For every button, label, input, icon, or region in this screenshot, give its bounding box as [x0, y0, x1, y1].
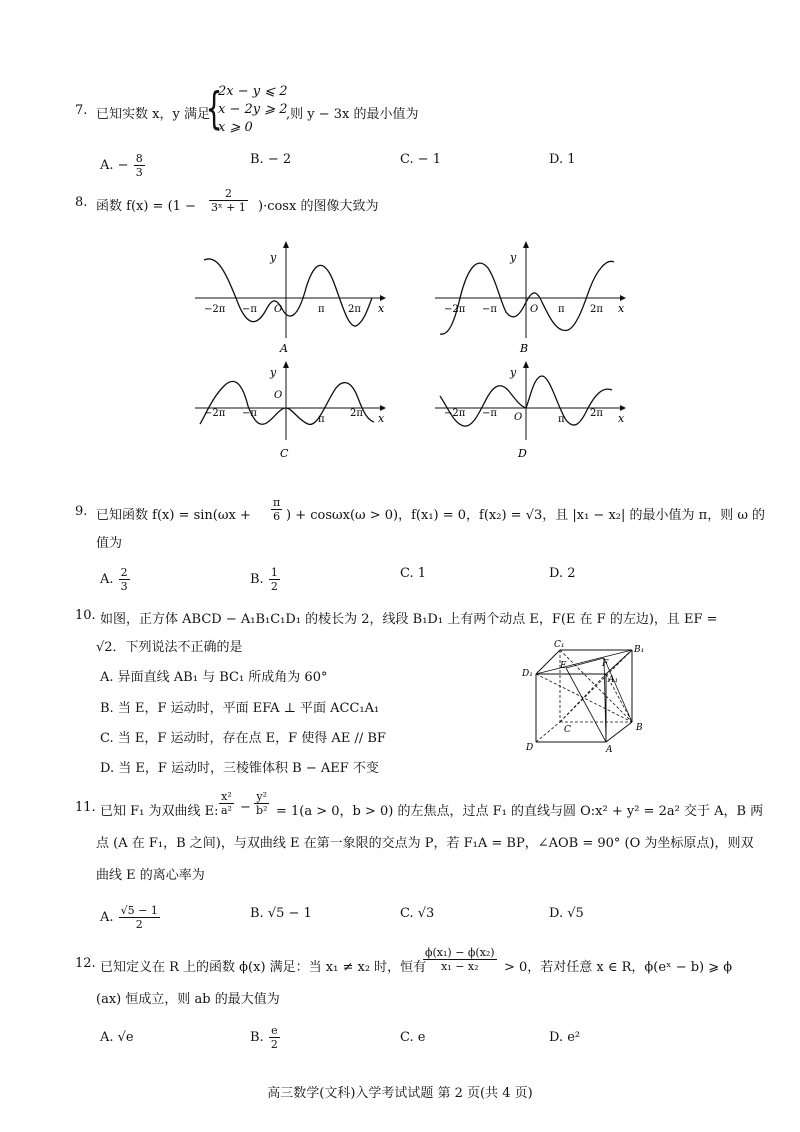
- q11-b2: b²: [256, 804, 268, 817]
- q12-option-d: D. e²: [549, 1030, 581, 1045]
- q11-option-a-num: √5 − 1: [120, 904, 158, 917]
- q9-option-d: D. 2: [549, 566, 576, 581]
- q10-option-b: B. 当 E，F 运动时，平面 EFA ⊥ 平面 ACC₁A₁: [100, 701, 380, 716]
- q9-stem-a: 已知函数 f(x) = sin(ωx +: [96, 508, 251, 523]
- q9-option-b-den: 2: [270, 580, 278, 593]
- q8-fraction-den: 3ˣ + 1: [211, 201, 246, 214]
- q11-option-a-fraction: [119, 904, 160, 931]
- q8-graph-a-curve: [204, 259, 372, 326]
- q11-option-a-label: A.: [100, 910, 114, 925]
- q7-brace: {: [205, 83, 223, 134]
- q11-y2: y²: [254, 790, 269, 804]
- q9-pi: π: [273, 496, 281, 509]
- q9-option-a-num: 2: [120, 566, 128, 579]
- q11-x2: x²: [219, 790, 234, 804]
- q7-constraint-system: [205, 83, 288, 138]
- q7-option-a-num: 8: [135, 152, 143, 165]
- q10-label-a1: A₁: [608, 675, 619, 685]
- q11-minus: −: [240, 800, 251, 815]
- q9-option-b: [250, 566, 281, 593]
- q11-frac-y2-b2: [254, 790, 269, 817]
- q7-constraint-3: x ⩾ 0: [218, 120, 253, 135]
- q7-option-d: D. 1: [549, 152, 576, 167]
- q10-option-d: D. 当 E，F 运动时，三棱锥体积 B − AEF 不变: [100, 761, 379, 776]
- q8-graph-b-tick-negpi: −π: [482, 304, 497, 315]
- q8-graph-a-tick-neg2pi: −2π: [204, 304, 226, 315]
- q9-option-a-label: A.: [100, 572, 114, 587]
- q10-label-d: D: [526, 743, 534, 753]
- q8-graph-c-tick-origin: O: [274, 390, 283, 401]
- q10-segment-ea: [566, 668, 606, 742]
- q9-option-a: [100, 566, 131, 593]
- q10-label-d1: D₁: [522, 669, 533, 679]
- q10-label-c1: C₁: [554, 640, 565, 650]
- q8-graph-a-y-label: y: [270, 251, 277, 264]
- q8-graph-a-tick-origin: O: [274, 304, 283, 315]
- q12-option-a: A. √e: [100, 1030, 134, 1045]
- q8-graph-c-label: C: [280, 447, 289, 460]
- q9-stem-b: ) + cosωx(ω > 0)，f(x₁) = 0，f(x₂) = √3，且 |x₁ − x₂| 的最小值为 π，则 ω 的: [286, 508, 766, 523]
- q9-pi-over-6: [271, 496, 282, 523]
- q10-edge-d1c1: [536, 650, 560, 674]
- q12-fraction-den: x₁ − x₂: [441, 960, 479, 973]
- q10-option-c: C. 当 E，F 运动时，存在点 E，F 使得 AE // BF: [100, 731, 386, 746]
- q12-option-c: C. e: [400, 1030, 426, 1045]
- q8-stem-a: 函数 f(x) = (1 −: [96, 199, 196, 214]
- q8-graph-c-tick-neg2pi: −2π: [204, 408, 226, 419]
- q8-graph-a-tick-negpi: −π: [242, 304, 257, 315]
- q12-number: 12.: [75, 956, 96, 971]
- q10-segment-ef: [566, 658, 604, 668]
- q12-option-b-fraction: [269, 1024, 280, 1051]
- q8-graph-d-tick-neg2pi: −2π: [444, 408, 466, 419]
- q9-option-b-label: B.: [250, 572, 264, 587]
- q8-graph-b-label: B: [520, 342, 529, 355]
- q12-option-b-label: B.: [250, 1030, 264, 1045]
- q8-graph-b-tick-2pi: 2π: [590, 304, 603, 315]
- q8-graph-c-curve: [200, 381, 374, 424]
- q8-graph-d-x-arrow: [620, 405, 626, 411]
- q7-constraint-2: x − 2y ⩾ 2: [218, 102, 288, 117]
- q8-graph-b-tick-origin: O: [530, 304, 539, 315]
- q8-graph-b-x-arrow: [620, 295, 626, 301]
- q7-option-a-fraction: [134, 152, 145, 179]
- q12-stem-b: > 0，若对任意 x ∈ R，ϕ(eˣ − b) ⩾ ϕ: [504, 960, 733, 975]
- q9-option-a-fraction: [119, 566, 130, 593]
- q11-frac-x2-a2: [219, 790, 234, 817]
- q10-label-f: F: [602, 659, 609, 669]
- q11-option-a: [100, 904, 161, 931]
- q10-stem-a: 如图，正方体 ABCD − A₁B₁C₁D₁ 的棱长为 2，线段 B₁D₁ 上有两个动点 E，F(E 在 F 的左边)，且 EF =: [100, 612, 718, 627]
- q11-option-c: C. √3: [400, 906, 435, 921]
- q8-graph-d-y-label: y: [510, 366, 517, 379]
- q12-option-b-num: e: [269, 1024, 280, 1038]
- q10-label-e: E: [560, 661, 567, 671]
- q8-graph-b-tick-pi: π: [558, 304, 565, 315]
- q7-option-c: C. − 1: [400, 152, 442, 167]
- q8-graph-b-x-label: x: [618, 302, 625, 315]
- q10-label-c: C: [564, 725, 571, 735]
- q10-edge-dc: [536, 722, 560, 742]
- q8-graph-b-y-arrow: [523, 241, 529, 248]
- q8-graph-a-tick-pi: π: [318, 304, 325, 315]
- q8-graph-d-x-label: x: [618, 412, 625, 425]
- q8-stem-b: )·cosx 的图像大致为: [258, 199, 379, 214]
- q8-graph-d-y-arrow: [523, 361, 529, 368]
- q8-graph-c-tick-pi: π: [318, 414, 325, 425]
- q12-fraction-num: ϕ(x₁) − ϕ(x₂): [425, 946, 495, 959]
- q11-option-a-den: 2: [135, 918, 143, 931]
- q8-graph-c-y-label: y: [270, 366, 277, 379]
- page-footer: 高三数学(文科)入学考试试题 第 2 页(共 4 页): [267, 1086, 533, 1101]
- q10-edge-ab: [606, 722, 632, 742]
- q12-option-b-den: 2: [270, 1038, 278, 1051]
- q11-stem-b: = 1(a > 0，b > 0) 的左焦点，过点 F₁ 的直线与圆 O:x² + y² = 2a² 交于 A，B 两: [276, 804, 764, 819]
- q8-fraction: [209, 187, 248, 214]
- q8-graph-b-y-label: y: [510, 251, 517, 264]
- q8-graph-d-tick-2pi: 2π: [590, 408, 603, 419]
- q12-stem-c: (ax) 恒成立，则 ab 的最大值为: [96, 992, 280, 1007]
- q8-graph-d-tick-origin: O: [514, 412, 523, 423]
- q11-stem-a: 已知 F₁ 为双曲线 E:: [100, 804, 219, 819]
- q8-graph-a: [190, 238, 390, 358]
- q7-option-a-label: A. −: [100, 158, 129, 173]
- q12-fraction: [423, 946, 497, 973]
- q7-option-b: B. − 2: [250, 152, 292, 167]
- q11-number: 11.: [75, 800, 96, 815]
- q12-option-b: [250, 1024, 281, 1051]
- q9-six: 6: [273, 510, 281, 523]
- q8-graph-d-label: D: [518, 447, 527, 460]
- q8-graph-c: [190, 358, 390, 463]
- q9-option-c: C. 1: [400, 566, 427, 581]
- q8-graph-a-x-arrow: [380, 295, 386, 301]
- q8-graph-c-x-arrow: [380, 405, 386, 411]
- q8-graph-c-tick-2pi: 2π: [350, 408, 363, 419]
- q9-stem-c: 值为: [96, 536, 123, 551]
- q8-graph-a-tick-2pi: 2π: [348, 304, 361, 315]
- q11-option-d: D. √5: [549, 906, 584, 921]
- q8-graph-d-tick-negpi: −π: [482, 408, 497, 419]
- q8-graph-d: [430, 358, 630, 463]
- q7-stem-b: ,则 y − 3x 的最小值为: [286, 107, 419, 122]
- q8-graph-c-x-label: x: [378, 412, 385, 425]
- q8-graph-d-tick-pi: π: [558, 414, 565, 425]
- q10-diagonal-d1b1: [536, 650, 632, 674]
- q11-stem-c: 点 (A 在 F₁，B 之间)，与双曲线 E 在第一象限的交点为 P，若 F₁A = BP，∠AOB = 90° (O 为坐标原点)，则双: [96, 836, 754, 851]
- q10-cube-figure: [520, 638, 660, 756]
- q8-graph-b: [430, 238, 630, 358]
- q8-graph-a-x-label: x: [378, 302, 385, 315]
- q10-label-b1: B₁: [634, 645, 645, 655]
- q7-option-a: [100, 152, 146, 179]
- q8-graph-a-y-arrow: [283, 241, 289, 248]
- q10-number: 10.: [75, 608, 96, 623]
- q11-a2: a²: [221, 804, 232, 817]
- q7-number: 7.: [75, 103, 88, 118]
- q8-graph-a-label: A: [280, 342, 288, 355]
- q10-label-b: B: [636, 723, 643, 733]
- q7-constraint-1: 2x − y ⩽ 2: [218, 84, 288, 99]
- q10-diagonal-ca1: [560, 674, 606, 722]
- q9-option-b-num: 1: [270, 566, 278, 579]
- q11-stem-d: 曲线 E 的离心率为: [96, 868, 205, 883]
- q9-number: 9.: [75, 504, 88, 519]
- q10-option-a: A. 异面直线 AB₁ 与 BC₁ 所成角为 60°: [100, 670, 328, 685]
- q11-option-b: B. √5 − 1: [250, 906, 312, 921]
- q12-stem-a: 已知定义在 R 上的函数 ϕ(x) 满足：当 x₁ ≠ x₂ 时，恒有: [100, 960, 427, 975]
- q8-number: 8.: [75, 195, 88, 210]
- q7-stem-a: 已知实数 x，y 满足: [96, 107, 210, 122]
- q9-option-b-fraction: [269, 566, 280, 593]
- q8-graph-b-tick-neg2pi: −2π: [444, 304, 466, 315]
- q8-fraction-num: 2: [209, 187, 248, 201]
- q10-stem-b: √2．下列说法不正确的是: [96, 640, 243, 655]
- q9-option-a-den: 3: [120, 580, 128, 593]
- q8-graph-c-tick-negpi: −π: [242, 408, 257, 419]
- q10-label-a: A: [606, 745, 613, 755]
- q7-option-a-den: 3: [135, 166, 143, 179]
- q8-graph-c-y-arrow: [283, 361, 289, 368]
